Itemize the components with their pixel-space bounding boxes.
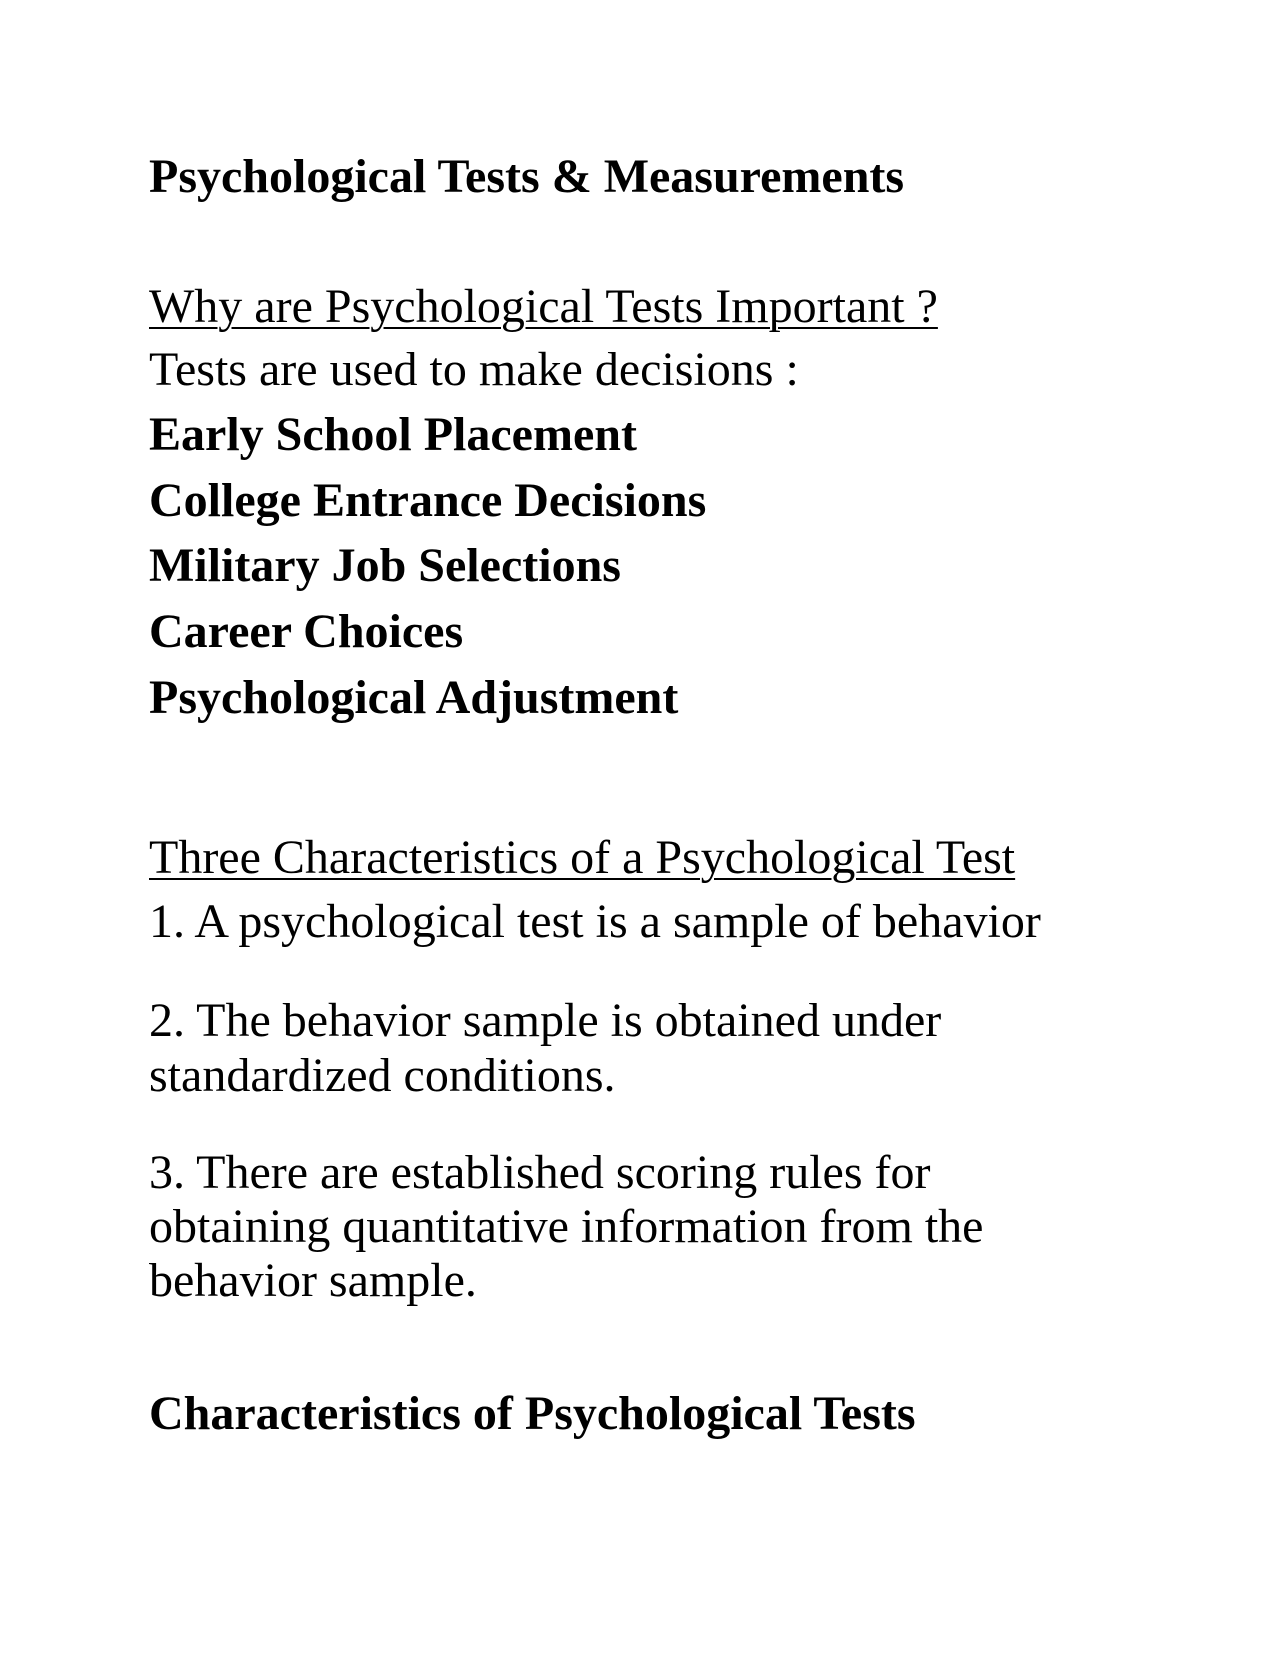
list-item: College Entrance Decisions [149,474,707,527]
point-3-line-1: 3. There are established scoring rules for [149,1146,931,1199]
intro-text: Tests are used to make decisions : [149,343,799,396]
point-1-line-1: 1. A psychological test is a sample of behavior [149,895,1041,948]
section-heading-characteristics: Characteristics of Psychological Tests [149,1387,916,1440]
section-heading-three-characteristics: Three Characteristics of a Psychological Test [149,831,1016,884]
point-2-line-2: standardized conditions. [149,1049,616,1102]
list-item: Early School Placement [149,408,637,461]
point-2-line-1: 2. The behavior sample is obtained under [149,994,942,1047]
list-item: Psychological Adjustment [149,671,679,724]
document-title: Psychological Tests & Measurements [149,150,905,203]
point-3-line-3: behavior sample. [149,1254,477,1307]
list-item: Career Choices [149,605,464,658]
list-item: Military Job Selections [149,539,621,592]
point-3-line-2: obtaining quantitative information from the [149,1200,984,1253]
section-heading-why-important: Why are Psychological Tests Important ? [149,280,938,333]
